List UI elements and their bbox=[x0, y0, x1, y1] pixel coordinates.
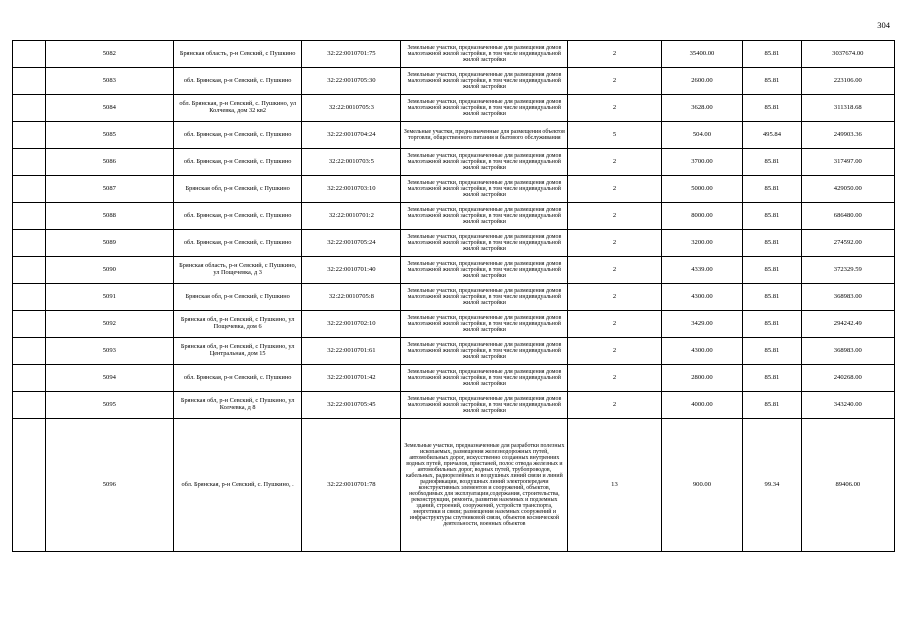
address-cell: обл. Брянская, р-н Севский, с. Пушкино bbox=[173, 68, 301, 95]
row-number: 5093 bbox=[45, 338, 173, 365]
table-row bbox=[13, 419, 895, 552]
area-cell: 8000.00 bbox=[661, 203, 743, 230]
use-group: 2 bbox=[568, 95, 661, 122]
use-group: 2 bbox=[568, 68, 661, 95]
land-use-purpose: Земельные участки, предназначенные для размещения домов малоэтажной жилой застройки, в том числе индивидуальной жилой застройки bbox=[401, 230, 568, 257]
area-cell: 4300.00 bbox=[661, 338, 743, 365]
specific-value: 85.81 bbox=[743, 365, 801, 392]
land-use-purpose: Земельные участки, предназначенные для разработки полезных ископаемых, размещения железнодорожных путей, автомобильных дорог, искусственно созданных внутренних водных путей, причалов, пристаней, полос отвода железных и автомобильных дорог, водных путей, трубопроводов, кабельных, радиорелейных и воздушных линий связи и линий радиофикации, воздушных линий электропередачи конструктивных элементов и сооружений, объектов, необходимых для эксплуатации,содержания, строительства, реконструкции, ремонта, развития наземных и подземных зданий, строений, сооружений, устройств транспорта, энергетики и связи; размещения наземных сооружений и инфраструктуры спутниковой связи, объектов космической деятельности, военных объектов bbox=[401, 419, 568, 552]
address-cell: Брянская область, р-н Севский, с Пушкино, ул Пощечевка, д 3 bbox=[173, 257, 301, 284]
land-use-purpose: Земельные участки, предназначенные для размещения домов малоэтажной жилой застройки, в том числе индивидуальной жилой застройки bbox=[401, 68, 568, 95]
address-cell: обл. Брянская, р-н Севский, с. Пушкино bbox=[173, 122, 301, 149]
specific-value: 85.81 bbox=[743, 41, 801, 68]
address-cell: Брянская обл, р-н Севский, с Пушкино bbox=[173, 284, 301, 311]
land-use-purpose: Земельные участки, предназначенные для размещения домов малоэтажной жилой застройки, в том числе индивидуальной жилой застройки bbox=[401, 95, 568, 122]
margin-cell bbox=[13, 284, 46, 311]
cadastral-value: 3037674.00 bbox=[801, 41, 894, 68]
margin-cell bbox=[13, 122, 46, 149]
row-number: 5092 bbox=[45, 311, 173, 338]
land-use-purpose: Земельные участки, предназначенные для размещения домов малоэтажной жилой застройки, в том числе индивидуальной жилой застройки bbox=[401, 176, 568, 203]
cadastral-number: 32:22:0010705:30 bbox=[302, 68, 401, 95]
specific-value: 85.81 bbox=[743, 230, 801, 257]
use-group: 2 bbox=[568, 41, 661, 68]
row-number: 5085 bbox=[45, 122, 173, 149]
cadastral-value: 223106.00 bbox=[801, 68, 894, 95]
cadastral-number: 32:22:0010703:10 bbox=[302, 176, 401, 203]
address-cell: Брянская обл, р-н Севский, с Пушкино, ул Центральная, дом 15 bbox=[173, 338, 301, 365]
area-cell: 2800.00 bbox=[661, 365, 743, 392]
cadastral-number: 32:22:0010704:24 bbox=[302, 122, 401, 149]
land-use-purpose: Земельные участки, предназначенные для размещения домов малоэтажной жилой застройки, в том числе индивидуальной жилой застройки bbox=[401, 284, 568, 311]
land-registry-table bbox=[12, 40, 895, 552]
margin-cell bbox=[13, 203, 46, 230]
land-use-purpose: Земельные участки, предназначенные для размещения домов малоэтажной жилой застройки, в том числе индивидуальной жилой застройки bbox=[401, 311, 568, 338]
use-group: 13 bbox=[568, 419, 661, 552]
specific-value: 85.81 bbox=[743, 176, 801, 203]
use-group: 2 bbox=[568, 203, 661, 230]
address-cell: обл. Брянская, р-н Севский, с. Пушкино bbox=[173, 149, 301, 176]
row-number: 5083 bbox=[45, 68, 173, 95]
table-row bbox=[13, 311, 895, 338]
row-number: 5094 bbox=[45, 365, 173, 392]
cadastral-value: 89406.00 bbox=[801, 419, 894, 552]
address-cell: обл. Брянская, р-н Севский, с. Пушкино, ул Колчевка, дом 32 кв2 bbox=[173, 95, 301, 122]
specific-value: 85.81 bbox=[743, 68, 801, 95]
cadastral-value: 368983.00 bbox=[801, 338, 894, 365]
table-row bbox=[13, 95, 895, 122]
use-group: 2 bbox=[568, 149, 661, 176]
table-row bbox=[13, 122, 895, 149]
row-number: 5084 bbox=[45, 95, 173, 122]
table-row bbox=[13, 41, 895, 68]
margin-cell bbox=[13, 419, 46, 552]
area-cell: 4000.00 bbox=[661, 392, 743, 419]
cadastral-number: 32:22:0010701:2 bbox=[302, 203, 401, 230]
specific-value: 85.81 bbox=[743, 203, 801, 230]
specific-value: 495.84 bbox=[743, 122, 801, 149]
row-number: 5086 bbox=[45, 149, 173, 176]
table-row bbox=[13, 338, 895, 365]
margin-cell bbox=[13, 365, 46, 392]
land-use-purpose: Земельные участки, предназначенные для размещения домов малоэтажной жилой застройки, в том числе индивидуальной жилой застройки bbox=[401, 41, 568, 68]
table-row bbox=[13, 149, 895, 176]
cadastral-number: 32:22:0010705:45 bbox=[302, 392, 401, 419]
margin-cell bbox=[13, 68, 46, 95]
page-number: 304 bbox=[877, 20, 890, 30]
cadastral-number: 32:22:0010705:8 bbox=[302, 284, 401, 311]
address-cell: Брянская обл, р-н Севский, с Пушкино bbox=[173, 176, 301, 203]
specific-value: 85.81 bbox=[743, 95, 801, 122]
cadastral-value: 368983.00 bbox=[801, 284, 894, 311]
row-number: 5089 bbox=[45, 230, 173, 257]
area-cell: 5000.00 bbox=[661, 176, 743, 203]
margin-cell bbox=[13, 311, 46, 338]
table-row bbox=[13, 176, 895, 203]
table-row bbox=[13, 392, 895, 419]
cadastral-value: 249903.36 bbox=[801, 122, 894, 149]
margin-cell bbox=[13, 257, 46, 284]
address-cell: обл. Брянская, р-н Севский, с. Пушкино, . bbox=[173, 419, 301, 552]
cadastral-value: 372329.59 bbox=[801, 257, 894, 284]
cadastral-value: 429050.00 bbox=[801, 176, 894, 203]
margin-cell bbox=[13, 41, 46, 68]
use-group: 5 bbox=[568, 122, 661, 149]
area-cell: 3628.00 bbox=[661, 95, 743, 122]
margin-cell bbox=[13, 392, 46, 419]
row-number: 5091 bbox=[45, 284, 173, 311]
cadastral-value: 311318.68 bbox=[801, 95, 894, 122]
cadastral-value: 317497.00 bbox=[801, 149, 894, 176]
specific-value: 85.81 bbox=[743, 284, 801, 311]
table-row bbox=[13, 365, 895, 392]
address-cell: Брянская обл, р-н Севский, с Пушкино, ул Пощечевка, дом 6 bbox=[173, 311, 301, 338]
row-number: 5096 bbox=[45, 419, 173, 552]
cadastral-number: 32:22:0010705:3 bbox=[302, 95, 401, 122]
table-row bbox=[13, 203, 895, 230]
area-cell: 4339.00 bbox=[661, 257, 743, 284]
area-cell: 4300.00 bbox=[661, 284, 743, 311]
row-number: 5090 bbox=[45, 257, 173, 284]
margin-cell bbox=[13, 149, 46, 176]
cadastral-number: 32:22:0010703:5 bbox=[302, 149, 401, 176]
specific-value: 85.81 bbox=[743, 338, 801, 365]
margin-cell bbox=[13, 176, 46, 203]
address-cell: Брянская область, р-н Севский, с Пушкино bbox=[173, 41, 301, 68]
cadastral-number: 32:22:0010701:75 bbox=[302, 41, 401, 68]
use-group: 2 bbox=[568, 365, 661, 392]
land-use-purpose: Земельные участки, предназначенные для размещения домов малоэтажной жилой застройки, в том числе индивидуальной жилой застройки bbox=[401, 365, 568, 392]
specific-value: 85.81 bbox=[743, 257, 801, 284]
area-cell: 3200.00 bbox=[661, 230, 743, 257]
margin-cell bbox=[13, 230, 46, 257]
cadastral-number: 32:22:0010705:24 bbox=[302, 230, 401, 257]
land-use-purpose: Земельные участки, предназначенные для размещения домов малоэтажной жилой застройки, в том числе индивидуальной жилой застройки bbox=[401, 203, 568, 230]
use-group: 2 bbox=[568, 311, 661, 338]
area-cell: 3429.00 bbox=[661, 311, 743, 338]
area-cell: 3700.00 bbox=[661, 149, 743, 176]
cadastral-value: 294242.49 bbox=[801, 311, 894, 338]
address-cell: Брянская обл, р-н Севский, с Пушкино, ул Колчевка, д 8 bbox=[173, 392, 301, 419]
address-cell: обл. Брянская, р-н Севский, с. Пушкино bbox=[173, 365, 301, 392]
cadastral-value: 686480.00 bbox=[801, 203, 894, 230]
specific-value: 85.81 bbox=[743, 392, 801, 419]
land-use-purpose: Земельные участки, предназначенные для размещения домов малоэтажной жилой застройки, в том числе индивидуальной жилой застройки bbox=[401, 338, 568, 365]
margin-cell bbox=[13, 95, 46, 122]
table-row bbox=[13, 68, 895, 95]
margin-cell bbox=[13, 338, 46, 365]
area-cell: 2600.00 bbox=[661, 68, 743, 95]
row-number: 5088 bbox=[45, 203, 173, 230]
use-group: 2 bbox=[568, 392, 661, 419]
land-use-purpose: Земельные участки, предназначенные для размещения объектов торговли, общественного питания и бытового обслуживания bbox=[401, 122, 568, 149]
use-group: 2 bbox=[568, 338, 661, 365]
address-cell: обл. Брянская, р-н Севский, с. Пушкино bbox=[173, 203, 301, 230]
land-use-purpose: Земельные участки, предназначенные для размещения домов малоэтажной жилой застройки, в том числе индивидуальной жилой застройки bbox=[401, 257, 568, 284]
use-group: 2 bbox=[568, 284, 661, 311]
use-group: 2 bbox=[568, 176, 661, 203]
land-use-purpose: Земельные участки, предназначенные для размещения домов малоэтажной жилой застройки, в том числе индивидуальной жилой застройки bbox=[401, 149, 568, 176]
cadastral-value: 274592.00 bbox=[801, 230, 894, 257]
row-number: 5082 bbox=[45, 41, 173, 68]
use-group: 2 bbox=[568, 230, 661, 257]
cadastral-number: 32:22:0010701:40 bbox=[302, 257, 401, 284]
cadastral-value: 343240.00 bbox=[801, 392, 894, 419]
table-row bbox=[13, 257, 895, 284]
registry-body bbox=[13, 41, 895, 552]
cadastral-number: 32:22:0010702:10 bbox=[302, 311, 401, 338]
use-group: 2 bbox=[568, 257, 661, 284]
area-cell: 900.00 bbox=[661, 419, 743, 552]
row-number: 5095 bbox=[45, 392, 173, 419]
cadastral-number: 32:22:0010701:42 bbox=[302, 365, 401, 392]
specific-value: 85.81 bbox=[743, 149, 801, 176]
specific-value: 85.81 bbox=[743, 311, 801, 338]
area-cell: 35400.00 bbox=[661, 41, 743, 68]
land-use-purpose: Земельные участки, предназначенные для размещения домов малоэтажной жилой застройки, в том числе индивидуальной жилой застройки bbox=[401, 392, 568, 419]
area-cell: 504.00 bbox=[661, 122, 743, 149]
cadastral-number: 32:22:0010701:78 bbox=[302, 419, 401, 552]
cadastral-number: 32:22:0010701:61 bbox=[302, 338, 401, 365]
row-number: 5087 bbox=[45, 176, 173, 203]
address-cell: обл. Брянская, р-н Севский, с. Пушкино bbox=[173, 230, 301, 257]
cadastral-value: 240268.00 bbox=[801, 365, 894, 392]
table-row bbox=[13, 230, 895, 257]
table-row bbox=[13, 284, 895, 311]
specific-value: 99.34 bbox=[743, 419, 801, 552]
